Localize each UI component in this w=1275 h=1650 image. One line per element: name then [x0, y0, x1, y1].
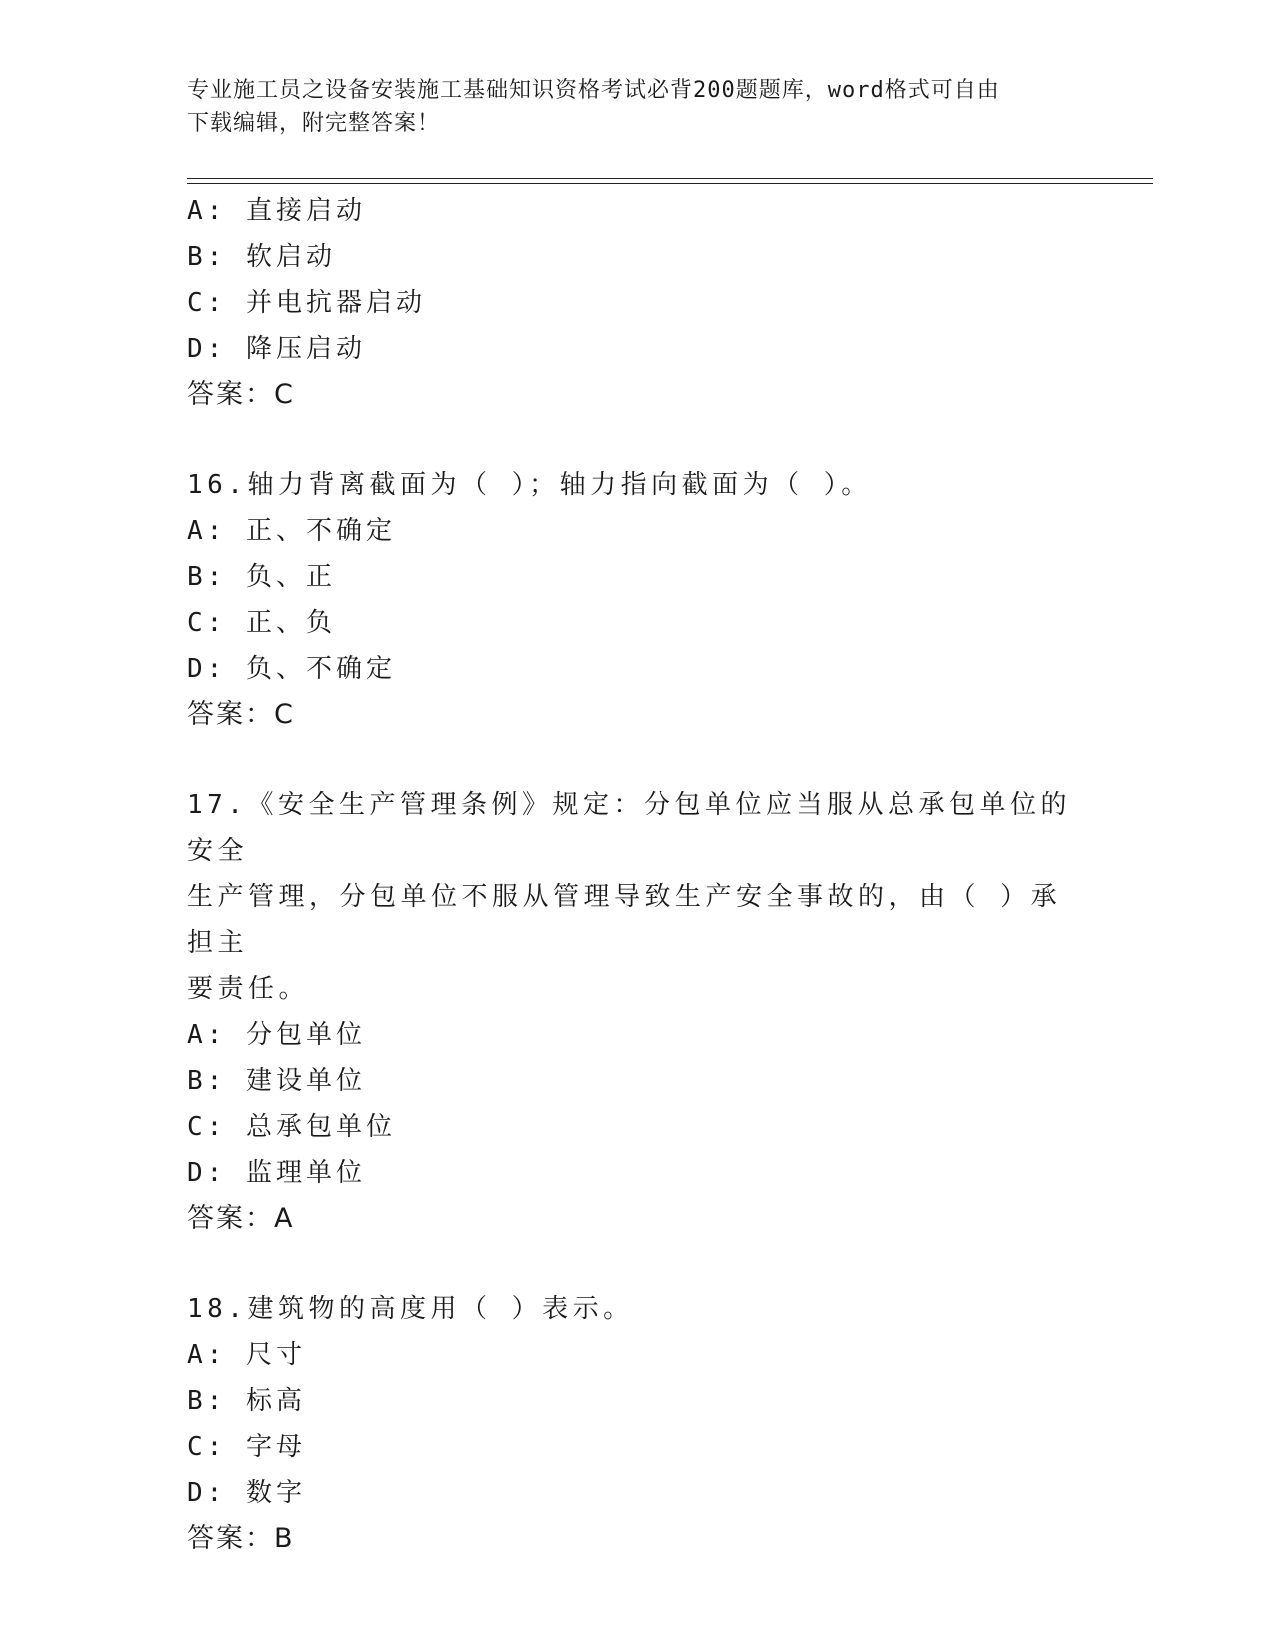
option-b: B: 负、正 — [187, 562, 336, 592]
option-d: D: 监理单位 — [187, 1158, 366, 1188]
header-divider-top — [187, 178, 1153, 179]
answer-label: 答案：B — [187, 1523, 295, 1554]
option-c: C: 字母 — [187, 1432, 306, 1462]
question-15-continued — [187, 188, 1087, 418]
option-d: D: 数字 — [187, 1478, 306, 1508]
question-text-line-2: 生产管理，分包单位不服从管理导致生产安全事故的，由（ ）承担主 — [187, 882, 1062, 958]
header-divider-bottom — [187, 183, 1153, 184]
option-b: B: 软启动 — [187, 242, 336, 272]
option-a: A: 直接启动 — [187, 196, 366, 226]
document-body — [187, 188, 1087, 1562]
option-b: B: 建设单位 — [187, 1066, 366, 1096]
option-d: D: 负、不确定 — [187, 654, 396, 684]
question-18 — [187, 1286, 1087, 1562]
question-text-line-3: 要责任。 — [187, 974, 310, 1004]
option-a: A: 分包单位 — [187, 1020, 366, 1050]
option-d: D: 降压启动 — [187, 334, 366, 364]
answer-label: 答案：C — [187, 699, 295, 730]
answer-label: 答案：C — [187, 379, 295, 410]
answer-label: 答案：A — [187, 1203, 295, 1234]
option-a: A: 尺寸 — [187, 1340, 306, 1370]
question-16 — [187, 462, 1087, 738]
header-title-line-1: 专业施工员之设备安装施工基础知识资格考试必背200题题库，word格式可自由 — [187, 78, 1000, 103]
option-c: C: 并电抗器启动 — [187, 288, 426, 318]
option-c: C: 正、负 — [187, 608, 336, 638]
header-title-line-2: 下载编辑，附完整答案！ — [187, 111, 441, 136]
option-a: A: 正、不确定 — [187, 516, 396, 546]
option-c: C: 总承包单位 — [187, 1112, 396, 1142]
question-text-line-1: 17.《安全生产管理条例》规定：分包单位应当服从总承包单位的安全 — [187, 790, 1071, 866]
question-text: 16.轴力背离截面为（ ）；轴力指向截面为（ ）。 — [187, 470, 872, 500]
document-header — [187, 74, 1067, 140]
question-text: 18.建筑物的高度用（ ）表示。 — [187, 1294, 634, 1324]
question-17 — [187, 782, 1087, 1242]
option-b: B: 标高 — [187, 1386, 306, 1416]
